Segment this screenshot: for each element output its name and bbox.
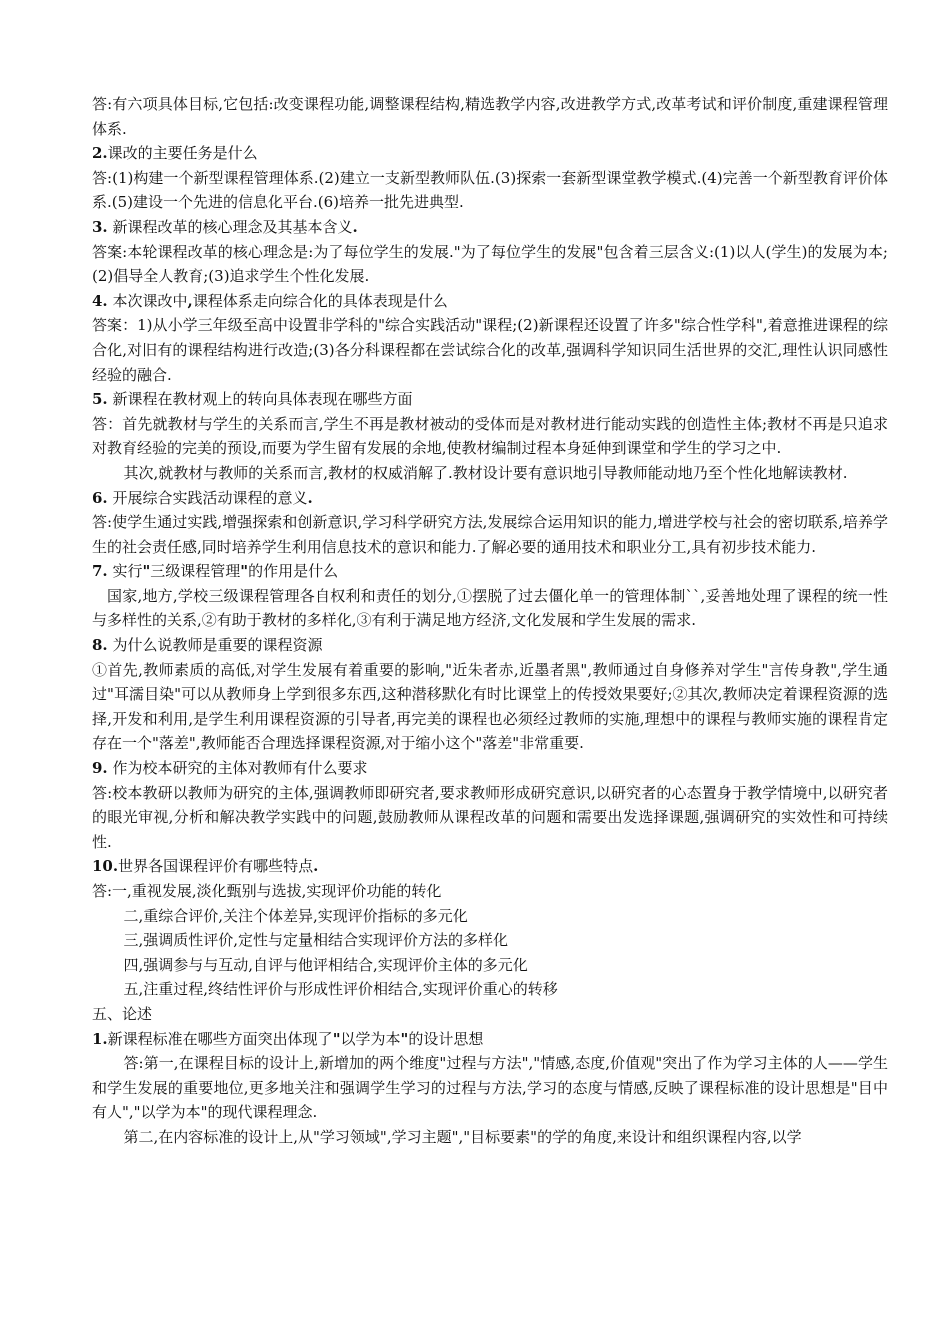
paragraph: 第二,在内容标准的设计上,从"学习领域",学习主题","目标要素"的学的角度,来设计和组织课程内容,以学 bbox=[123, 1127, 802, 1146]
question-heading bbox=[92, 854, 888, 879]
question-heading bbox=[92, 633, 888, 658]
question-text: 新课程在教材观上的转向具体表现在哪些方面 bbox=[107, 390, 413, 409]
paragraph: 答:一,重视发展,淡化甄别与选拔,实现评价功能的转化 bbox=[92, 882, 442, 900]
question-text: . bbox=[313, 857, 319, 876]
question-text: 世界各国课程评价有哪些特点 bbox=[118, 857, 314, 876]
question-text: 开展综合实践活动课程的意义 bbox=[107, 488, 308, 507]
question-heading bbox=[92, 1027, 888, 1052]
paragraph: 国家,地方,学校三级课程管理各自权利和责任的划分,①摆脱了过去僵化单一的管理体制``,妥善地处理了课程的统一性与多样性的关系,②有助于教材的多样化,③有利于满足地方经济,文化发展和学生发展的需求. bbox=[92, 586, 888, 630]
question-text: 的作用是什么 bbox=[248, 562, 339, 581]
question-number: 9. bbox=[92, 759, 108, 778]
question-number: 10. bbox=[92, 857, 119, 876]
paragraph: 答:第一,在课程目标的设计上,新增加的两个维度"过程与方法","情感,态度,价值观"突出了作为学习主体的人——学生和学生发展的重要地位,更多地关注和强调学生学习的过程与方法,学习的态度与情感,反映了课程标准的设计思想是"目中有人","以学为本"的现代课程理念. bbox=[92, 1054, 888, 1122]
question-text: 本次课改中 bbox=[107, 291, 188, 310]
question-number: 7. bbox=[92, 562, 108, 581]
paragraph: 答:校本教研以教师为研究的主体,强调教师即研究者,要求教师形成研究意识,以研究者的心态置身于教学情境中,以研究者的眼光审视,分析和解决教学实践中的问题,鼓励教师从课程改革的问题和需要出发选择课题,强调研究的实效性和可持续性. bbox=[92, 783, 888, 851]
paragraph: 其次,就教材与教师的关系而言,教材的权威消解了.教材设计要有意识地引导教师能动地乃至个性化地解读教材. bbox=[123, 463, 848, 482]
question-text: . bbox=[307, 488, 313, 507]
question-text: . bbox=[352, 217, 358, 236]
question-number: 5. bbox=[92, 390, 108, 409]
question-number: 6. bbox=[92, 488, 108, 507]
paragraph: 五,注重过程,终结性评价与形成性评价相结合,实现评价重心的转移 bbox=[123, 980, 558, 999]
paragraph: 答：首先就教材与学生的关系而言,学生不再是教材被动的受体而是对教材进行能动实践的创造性主体;教材不再是只追求对教育经验的完美的预设,而要为学生留有发展的余地,使教材编制过程本身延伸到课堂和学生的学习之中. bbox=[92, 414, 888, 458]
paragraph: 四,强调参与与互动,自评与他评相结合,实现评价主体的多元化 bbox=[123, 955, 528, 974]
question-text: 为什么说教师是重要的课程资源 bbox=[107, 636, 323, 655]
question-text: " bbox=[332, 1029, 341, 1048]
question-text: 实行 bbox=[107, 562, 143, 581]
paragraph: 答:使学生通过实践,增强探索和创新意识,学习科学研究方法,发展综合运用知识的能力,增进学校与社会的密切联系,培养学生的社会责任感,同时培养学生利用信息技术的意识和能力.了解必要的通用技术和职业分工,具有初步技术能力. bbox=[92, 513, 888, 556]
question-number: 4. bbox=[92, 291, 108, 310]
paragraph: 答案:本轮课程改革的核心理念是:为了每位学生的发展."为了每位学生的发展"包含着三层含义:(1)以人(学生)的发展为本;(2)倡导全人教育;(3)追求学生个性化发展. bbox=[92, 242, 888, 286]
question-text: 以学为本 bbox=[340, 1029, 401, 1048]
question-text: 的设计思想 bbox=[408, 1029, 484, 1048]
question-heading bbox=[92, 289, 888, 314]
question-heading bbox=[92, 756, 888, 781]
question-text: 三级课程管理 bbox=[150, 562, 241, 581]
question-text: 课程体系走向综合化的具体表现是什么 bbox=[192, 291, 448, 310]
question-text: , bbox=[187, 291, 193, 310]
paragraph: 答案：1)从小学三年级至高中设置非学科的"综合实践活动"课程;(2)新课程还设置了许多"综合性学科",着意推进课程的综合化,对旧有的课程结构进行改造;(3)各分科课程都在尝试综合化的改革,强调科学知识同生活世界的交汇,理性认识同感性经验的融合. bbox=[92, 316, 888, 384]
question-text: " bbox=[400, 1029, 409, 1048]
question-heading bbox=[92, 141, 888, 166]
question-heading bbox=[92, 387, 888, 412]
question-text: 作为校本研究的主体对教师有什么要求 bbox=[107, 759, 368, 778]
paragraph: 答:有六项具体目标,它包括:改变课程功能,调整课程结构,精选教学内容,改进教学方式,改革考试和评价制度,重建课程管理体系. bbox=[92, 95, 888, 138]
question-heading bbox=[92, 215, 888, 240]
paragraph: 答:(1)构建一个新型课程管理体系.(2)建立一支新型教师队伍.(3)探索一套新型课堂教学模式.(4)完善一个新型教育评价体系.(5)建设一个先进的信息化平台.(6)培养一批先进典型. bbox=[92, 168, 888, 212]
question-number: 1. bbox=[92, 1029, 108, 1048]
question-text: 新课程标准在哪些方面突出体现了 bbox=[107, 1029, 333, 1048]
question-number: 8. bbox=[92, 636, 108, 655]
paragraph: 五、论述 bbox=[92, 1004, 153, 1023]
question-number: 2. bbox=[92, 144, 108, 163]
question-number: 3. bbox=[92, 217, 108, 236]
question-text: " bbox=[142, 562, 151, 581]
paragraph: 三,强调质性评价,定性与定量相结合实现评价方法的多样化 bbox=[123, 931, 509, 950]
question-text: 新课程改革的核心理念及其基本含义 bbox=[107, 217, 353, 236]
question-text: " bbox=[240, 562, 249, 581]
question-heading bbox=[92, 559, 888, 584]
question-heading bbox=[92, 486, 888, 511]
question-text: 课改的主要任务是什么 bbox=[107, 144, 258, 163]
paragraph: ①首先,教师素质的高低,对学生发展有着重要的影响,"近朱者赤,近墨者黑",教师通过自身修养对学生"言传身教",学生通过"耳濡目染"可以从教师身上学到很多东西,这种潜移默化有时比课堂上的传授效果要好;②其次,教师决定着课程资源的选择,开发和利用,是学生利用课程资源的引导者,再完美的课程也必须经过教师的实施,理想中的课程与教师实施的课程肯定存在一个"落差",教师能否合理选择课程资源,对于缩小这个"落差"非常重要. bbox=[92, 660, 888, 753]
paragraph: 二,重综合评价,关注个体差异,实现评价指标的多元化 bbox=[123, 906, 468, 925]
